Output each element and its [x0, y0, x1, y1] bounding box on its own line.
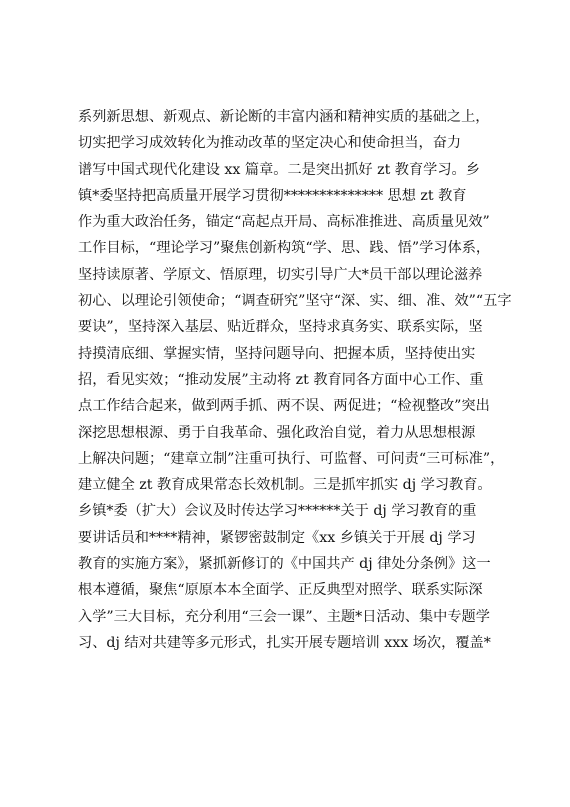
text-line: 习、dj 结对共建等多元形式，扎实开展专题培训 xxx 场次，覆盖*: [78, 634, 491, 651]
text-line: 乡镇*委（扩大）会议及时传达学习******关于 dj 学习教育的重: [78, 503, 477, 520]
text-line: 教育的实施方案》，紧抓新修订的《中国共产 dj 律处分条例》这一: [78, 556, 491, 573]
text-line: 点工作结合起来，做到两手抓、两不误、两促进；“检视整改”突出: [78, 398, 490, 415]
text-line: 作为重大政治任务，锚定“高起点开局、高标准推进、高质量见效”: [78, 214, 490, 231]
text-line: 镇*委坚持把高质量开展学习贯彻************** 思想 zt 教育: [78, 187, 467, 204]
text-line: 切实把学习成效转化为推动改革的坚定决心和使命担当，奋力: [78, 135, 462, 152]
text-line: 根本遵循，聚焦“原原本本全面学、正反典型对照学、联系实际深: [78, 582, 483, 599]
text-line: 建立健全 zt 教育成果常态长效机制。三是抓牢抓实 dj 学习教育。: [78, 477, 492, 494]
text-line: 要诀”，坚持深入基层、贴近群众，坚持求真务实、联系实际，坚: [78, 319, 483, 336]
text-line: 谱写中国式现代化建设 xx 篇章。二是突出抓好 zt 教育学习。乡: [78, 161, 480, 178]
text-line: 持摸清底细、掌握实情，坚持问题导向、把握本质，坚持使出实: [78, 345, 476, 362]
body-text: [78, 104, 518, 656]
text-line: 入学”三大目标，充分利用“三会一课”、主题*日活动、集中专题学: [78, 608, 490, 625]
text-line: 深挖思想根源、勇于自我革命、强化政治自觉，着力从思想根源: [78, 424, 476, 441]
text-line: 工作目标，“理论学习”聚焦创新构筑“学、思、践、悟”学习体系，: [78, 240, 491, 257]
text-line: 初心、以理论引领使命；“调查研究”坚守“深、实、细、准、效”“五字: [78, 293, 512, 310]
text-line: 招，看见实效；“推动发展”主动将 zt 教育同各方面中心工作、重: [78, 371, 484, 388]
text-line: 坚持读原著、学原文、悟原理，切实引导广大*员干部以理论滋养: [78, 266, 483, 283]
text-line: 要讲话员和****精神，紧锣密鼓制定《xx 乡镇关于开展 dj 学习: [78, 529, 476, 546]
text-line: 上解决问题；“建章立制”注重可执行、可监督、可问责“三可标准”，: [78, 450, 505, 467]
text-line: 系列新思想、新观点、新论断的丰富内涵和精神实质的基础之上，: [78, 109, 490, 125]
